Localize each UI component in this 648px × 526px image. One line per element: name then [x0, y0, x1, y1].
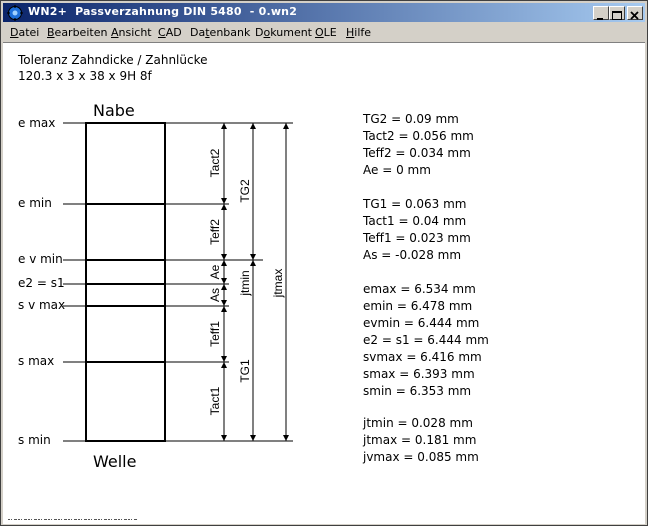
menu-bearbeiten[interactable]: Bearbeiten — [47, 26, 108, 39]
spline-spec: 120.3 x 3 x 38 x 9H 8f — [18, 69, 152, 83]
close-icon — [628, 10, 642, 22]
result-line: smax = 6.393 mm — [363, 367, 475, 381]
result-line: TG2 = 0.09 mm — [363, 112, 459, 126]
result-line: jtmax = 0.181 mm — [363, 433, 477, 447]
status-strip — [8, 518, 138, 521]
tg1-label: TG1 — [238, 359, 252, 383]
tolerance-view — [3, 42, 645, 524]
results-group-clearance — [363, 415, 479, 466]
tolerance-title: Toleranz Zahndicke / Zahnlücke — [18, 53, 208, 67]
gear-app-icon — [7, 5, 23, 21]
teff1-label: Teff1 — [208, 321, 222, 347]
results-group-hub — [363, 111, 474, 179]
level-s-v-max: s v max — [18, 298, 66, 312]
result-line: smin = 6.353 mm — [363, 384, 472, 398]
result-line: Teff1 = 0.023 mm — [363, 231, 471, 245]
results-group-dimensions — [363, 281, 489, 400]
teff2-label: Teff2 — [208, 219, 222, 245]
level-e-v-min: e v min — [18, 252, 63, 266]
menu-datenbank[interactable]: Datenbank — [190, 26, 251, 39]
close-button[interactable] — [627, 6, 643, 20]
result-line: evmin = 6.444 mm — [363, 316, 480, 330]
result-line: jtmin = 0.028 mm — [363, 416, 473, 430]
menu-cad[interactable]: CAD — [158, 26, 182, 39]
menu-dokument[interactable]: Dokument — [255, 26, 312, 39]
result-line: emax = 6.534 mm — [363, 282, 476, 296]
level-e-min: e min — [18, 196, 52, 210]
tact2-label: Tact2 — [208, 148, 222, 178]
maximize-icon — [610, 10, 624, 22]
ae-label: Ae — [208, 264, 222, 280]
result-line: Tact1 = 0.04 mm — [363, 214, 467, 228]
level-e-max: e max — [18, 116, 56, 130]
results-group-shaft — [363, 196, 471, 264]
welle-label: Welle — [93, 452, 137, 471]
tg2-label: TG2 — [238, 179, 252, 203]
menu-hilfe[interactable]: Hilfe — [346, 26, 372, 39]
window-title: WN2+ Passverzahnung DIN 5480 - 0.wn2 — [28, 5, 298, 18]
menu-bar — [3, 23, 645, 42]
result-line: e2 = s1 = 6.444 mm — [363, 333, 489, 347]
level-e2-s1: e2 = s1 — [18, 276, 65, 290]
result-line: Ae = 0 mm — [363, 163, 431, 177]
result-line: As = -0.028 mm — [363, 248, 462, 262]
as-label: As — [208, 287, 222, 303]
result-line: Teff2 = 0.034 mm — [363, 146, 471, 160]
minimize-icon — [594, 10, 608, 22]
level-s-min: s min — [18, 433, 51, 447]
result-line: jvmax = 0.085 mm — [363, 450, 479, 464]
result-line: TG1 = 0.063 mm — [363, 197, 467, 211]
menu-ansicht[interactable]: Ansicht — [111, 26, 152, 39]
nabe-label: Nabe — [93, 101, 135, 120]
title-bar[interactable] — [3, 3, 645, 22]
maximize-button[interactable] — [609, 6, 625, 20]
jtmax-label: jtmax — [271, 268, 285, 298]
menu-datei[interactable]: Datei — [10, 26, 40, 39]
jtmin-label: jtmin — [238, 270, 252, 296]
result-line: emin = 6.478 mm — [363, 299, 473, 313]
result-line: svmax = 6.416 mm — [363, 350, 482, 364]
menu-ole[interactable]: OLE — [315, 26, 337, 39]
level-s-max: s max — [18, 354, 55, 368]
tolerance-box — [86, 123, 165, 441]
minimize-button[interactable] — [593, 6, 609, 20]
result-line: Tact2 = 0.056 mm — [363, 129, 474, 143]
tact1-label: Tact1 — [208, 386, 222, 416]
